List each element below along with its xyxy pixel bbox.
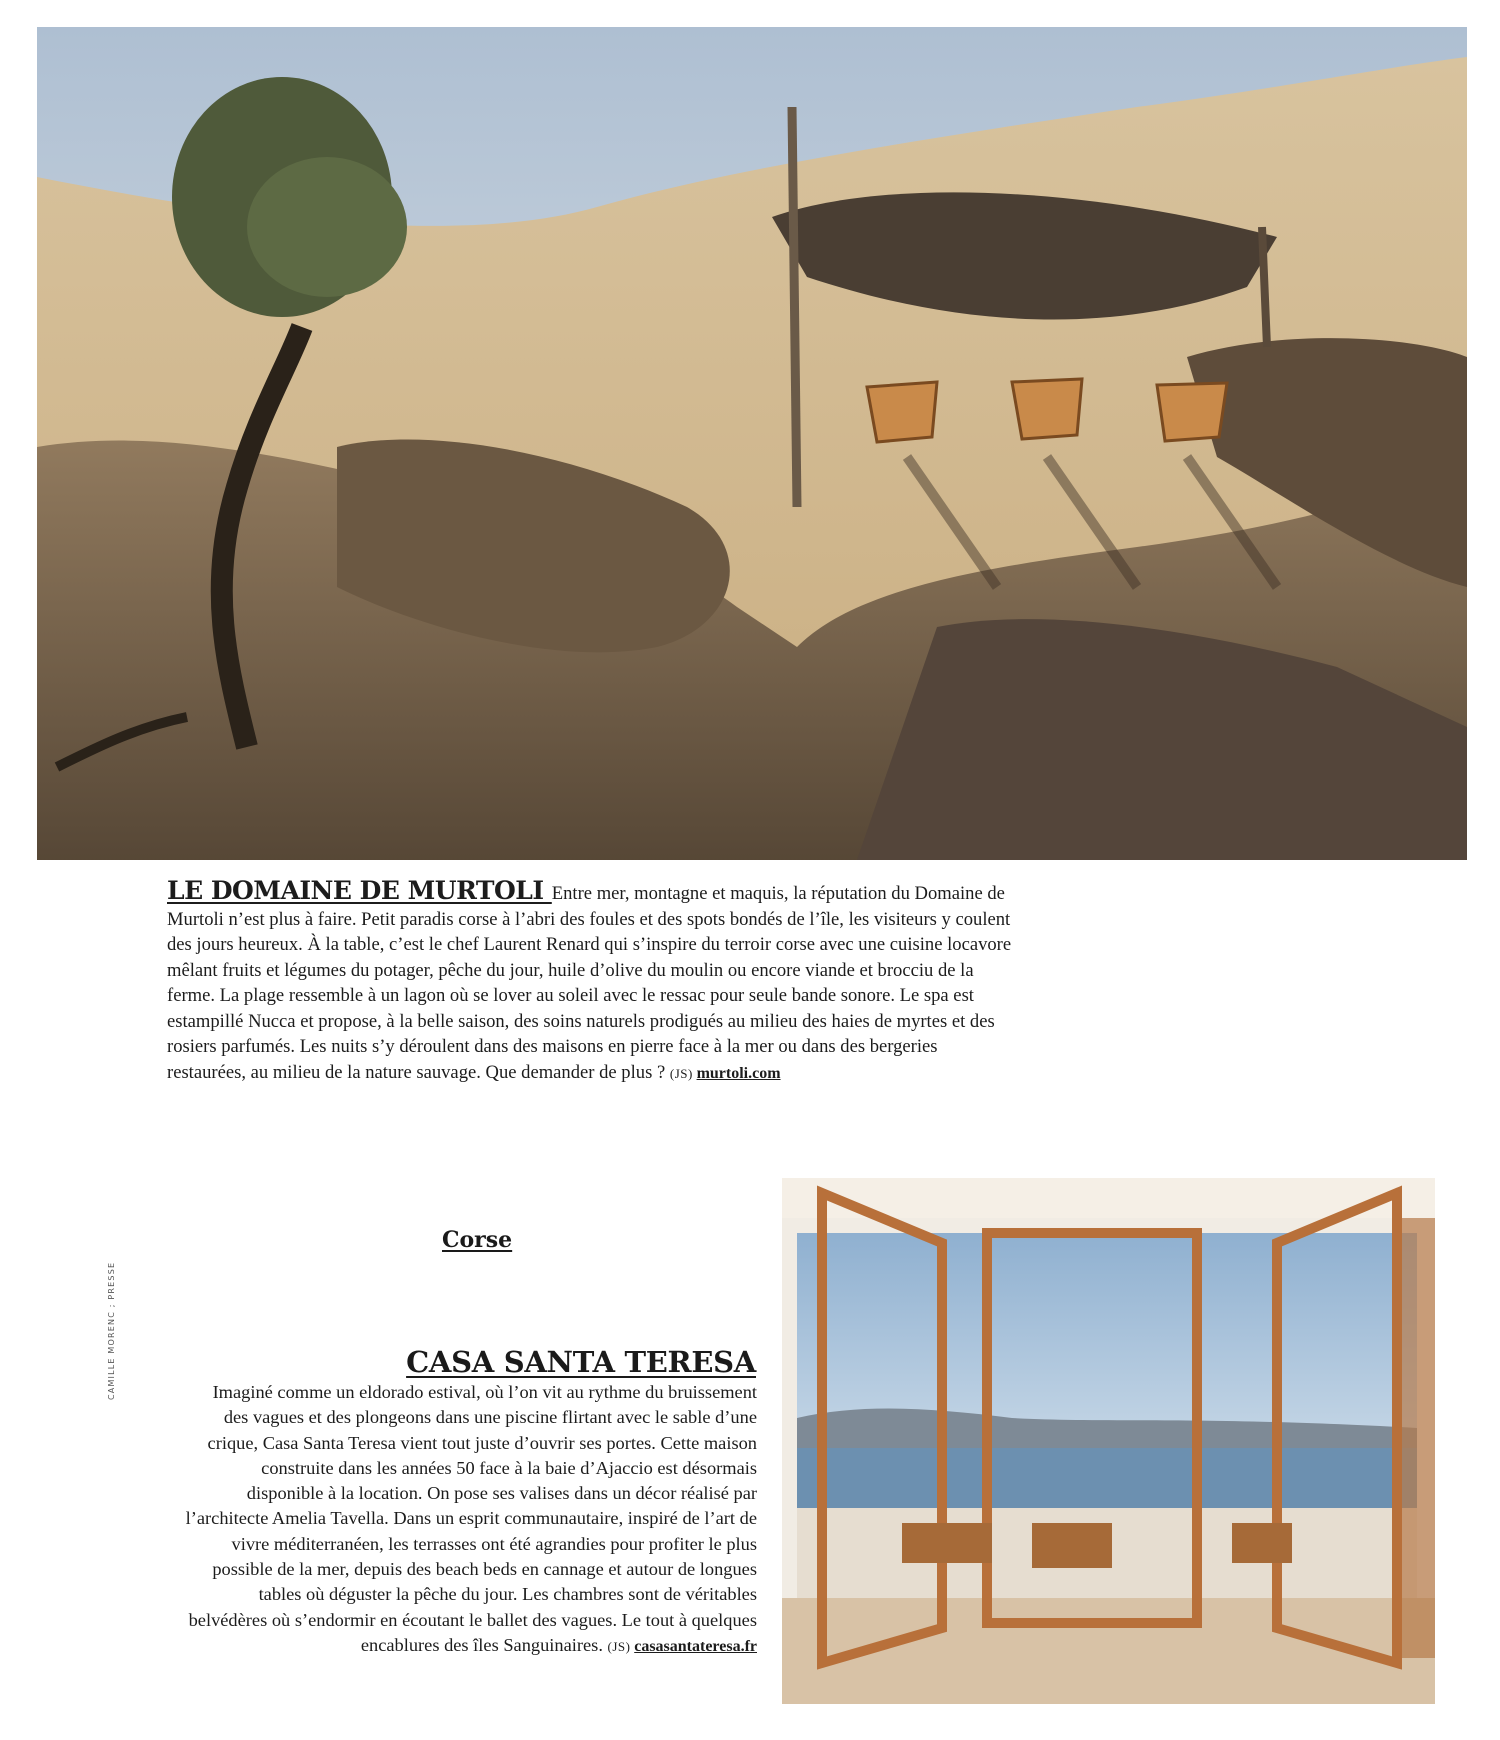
photo-credit: CAMILLE MORENC ; PRESSE bbox=[107, 1261, 116, 1400]
article-murtoli bbox=[167, 878, 1017, 1086]
section-kicker: Corse bbox=[442, 1227, 513, 1253]
article-title-casa: CASA SANTA TERESA bbox=[406, 1345, 756, 1379]
article-casa bbox=[185, 1380, 757, 1659]
article-body-casa: Imaginé comme un eldorado estival, où l’on vit au rythme du bruissement des vagues et des plongeons dans une piscine flirtant avec le sable d’une crique, Casa Santa Teresa vient tout juste d’ouvrir ses portes. Cette maison construite dans les années 50 face à la baie d’Ajaccio est désormais disponible à la location. On pose ses valises dans un décor réalisé par l’architecte Amelia Tavella. Dans un esprit communautaire, inspiré de l’art de vivre méditerranéen, les terrasses ont été agrandies pour profiter le plus possible de la mer, depuis des beach beds en cannage et autour de longues tables où déguster la pêche du jour. Les chambres sont de véritables belvédères où s’endormir en écoutant le ballet des vagues. Le tout à quelques encablures des îles Sanguinaires. bbox=[185, 1382, 757, 1655]
author-credit: (JS) bbox=[607, 1638, 635, 1654]
article-body-murtoli: Entre mer, montagne et maquis, la réputation du Domaine de Murtoli n’est plus à faire. Petit paradis corse à l’abri des foules et des spots bondés de l’île, les visiteurs y coulent des jours heureux. À la table, c’est le chef Laurent Renard qui s’inspire du terroir corse avec une cuisine locavore mêlant fruits et légumes du potager, pêche du jour, huile d’olive du moulin ou encore viande et brocciu de la ferme. La plage ressemble à un lagon où se lover au soleil avec le ressac pour seule bande sonore. Le spa est estampillé Nucca et propose, à la belle saison, des soins naturels prodigués au milieu des haies de myrtes et des rosiers parfumés. Les nuits s’y déroulent dans des maisons en pierre face à la mer ou dans des bergeries restaurées, au milieu de la nature sauvage. Que demander de plus ? bbox=[167, 883, 1012, 1083]
author-credit: (JS) bbox=[669, 1065, 697, 1081]
beach-photograph bbox=[37, 27, 1467, 860]
article-title-murtoli: LE DOMAINE DE MURTOLI bbox=[167, 876, 552, 905]
villa-photograph bbox=[782, 1178, 1435, 1704]
casa-link[interactable]: casasantateresa.fr bbox=[634, 1637, 757, 1655]
murtoli-link[interactable]: murtoli.com bbox=[696, 1064, 781, 1082]
